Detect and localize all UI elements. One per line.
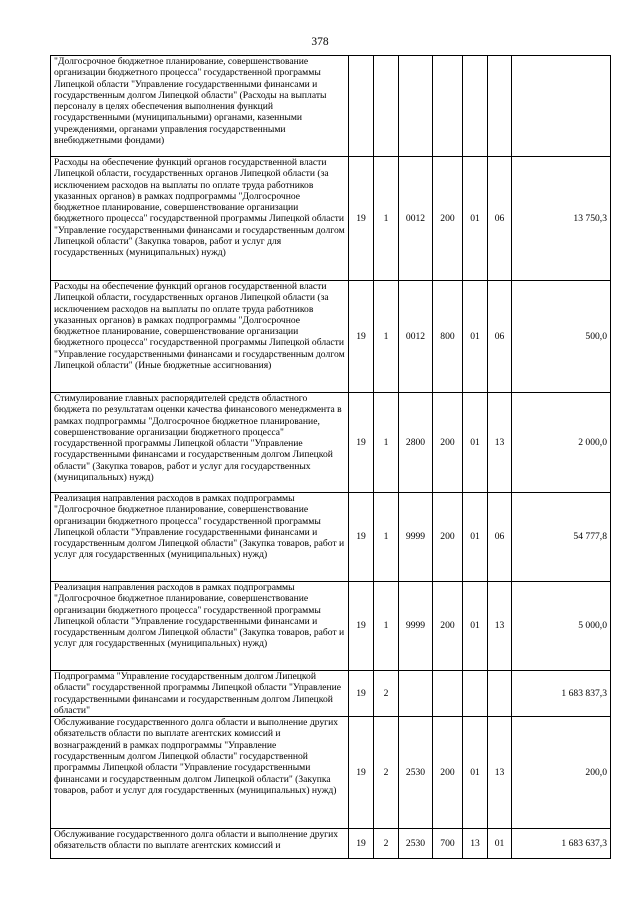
row-description: Расходы на обеспечение функций органов государственной власти Липецкой области, государственных органов Липецкой области (за исключением расходов на выплаты по оплате труда работников указанных органов) в рамках подпрограммы "Долгосрочное бюджетное планирование, совершенствование организации бюджетного процесса" государственной программы Липецкой области "Управление государственными финансами и государственным долгом Липецкой области" (Иные бюджетные ассигнования) — [51, 281, 349, 393]
code-cell-c4: 800 — [433, 281, 463, 393]
code-cell-c4: 700 — [433, 829, 463, 859]
code-cell-c3: 0012 — [399, 281, 433, 393]
code-cell-c6: 13 — [488, 393, 512, 493]
row-description: Подпрограмма "Управление государственным долгом Липецкой области" государственной программы Липецкой области "Управление государственными финансами и государственным долгом Липецкой области" — [51, 671, 349, 717]
amount-cell: 1 683 637,3 — [512, 829, 611, 859]
code-cell-c3: 2530 — [399, 829, 433, 859]
code-cell-c3: 9999 — [399, 493, 433, 582]
row-description: Обслуживание государственного долга области и выполнение других обязательств области по выплате агентских комиссий и вознаграждений в рамках подпрограммы "Управление государственным долгом Липецкой области" государственной программы Липецкой области "Управление государственными финансами и государственным долгом Липецкой области" (Закупка товаров, работ и услуг для государственных (муниципальных) нужд) — [51, 717, 349, 829]
code-cell-c2: 2 — [374, 717, 399, 829]
code-cell-c4: 200 — [433, 493, 463, 582]
code-cell-c1: 19 — [349, 671, 374, 717]
code-cell-c2: 2 — [374, 671, 399, 717]
code-cell-c6 — [488, 671, 512, 717]
code-cell-c6: 13 — [488, 717, 512, 829]
code-cell-c4 — [433, 671, 463, 717]
code-cell-c1: 19 — [349, 393, 374, 493]
code-cell-c2: 1 — [374, 281, 399, 393]
code-cell-c6 — [488, 56, 512, 157]
page-number: 378 — [311, 36, 329, 48]
row-description: Обслуживание государственного долга области и выполнение других обязательств области по выплате агентских комиссий и — [51, 829, 349, 859]
code-cell-c1: 19 — [349, 281, 374, 393]
code-cell-c5 — [463, 56, 488, 157]
code-cell-c2 — [374, 56, 399, 157]
amount-cell: 2 000,0 — [512, 393, 611, 493]
code-cell-c5: 13 — [463, 829, 488, 859]
row-description: Стимулирование главных распорядителей средств областного бюджета по результатам оценки качества финансового менеджмента в рамках подпрограммы "Долгосрочное бюджетное планирование, совершенствование организации бюджетного процесса" государственной программы Липецкой области "Управление государственными финансами и государственным долгом Липецкой области" (Закупка товаров, работ и услуг для государственных (муниципальных) нужд) — [51, 393, 349, 493]
row-description: "Долгосрочное бюджетное планирование, совершенствование организации бюджетного процесса" государственной программы Липецкой области "Управление государственными финансами и государственным долгом Липецкой области" (Расходы на выплаты персоналу в целях обеспечения выполнения функций государственными (муниципальными) органами, казенными учреждениями, органами управления государственными внебюджетными фондами) — [51, 56, 349, 157]
row-description: Реализация направления расходов в рамках подпрограммы "Долгосрочное бюджетное планирование, совершенствование организации бюджетного процесса" государственной программы Липецкой области "Управление государственными финансами и государственным долгом Липецкой области" (Закупка товаров, работ и услуг для государственных (муниципальных) нужд) — [51, 582, 349, 671]
amount-cell: 13 750,3 — [512, 157, 611, 281]
code-cell-c4: 200 — [433, 393, 463, 493]
code-cell-c1: 19 — [349, 717, 374, 829]
table-row — [51, 393, 611, 493]
code-cell-c4: 200 — [433, 717, 463, 829]
code-cell-c3: 0012 — [399, 157, 433, 281]
table-row — [51, 157, 611, 281]
code-cell-c3 — [399, 56, 433, 157]
code-cell-c2: 1 — [374, 393, 399, 493]
table-row — [51, 671, 611, 717]
amount-cell: 500,0 — [512, 281, 611, 393]
code-cell-c5: 01 — [463, 582, 488, 671]
code-cell-c5 — [463, 671, 488, 717]
budget-table — [50, 55, 611, 859]
code-cell-c6: 06 — [488, 157, 512, 281]
code-cell-c1: 19 — [349, 829, 374, 859]
code-cell-c1 — [349, 56, 374, 157]
amount-cell: 1 683 837,3 — [512, 671, 611, 717]
table-row — [51, 56, 611, 157]
code-cell-c2: 1 — [374, 493, 399, 582]
code-cell-c1: 19 — [349, 582, 374, 671]
code-cell-c1: 19 — [349, 493, 374, 582]
code-cell-c2: 1 — [374, 157, 399, 281]
code-cell-c4 — [433, 56, 463, 157]
code-cell-c4: 200 — [433, 157, 463, 281]
code-cell-c5: 01 — [463, 393, 488, 493]
code-cell-c5: 01 — [463, 157, 488, 281]
code-cell-c6: 06 — [488, 493, 512, 582]
code-cell-c5: 01 — [463, 281, 488, 393]
table-row — [51, 493, 611, 582]
table-row — [51, 281, 611, 393]
code-cell-c6: 01 — [488, 829, 512, 859]
code-cell-c6: 06 — [488, 281, 512, 393]
table-row — [51, 829, 611, 859]
code-cell-c6: 13 — [488, 582, 512, 671]
amount-cell: 200,0 — [512, 717, 611, 829]
code-cell-c4: 200 — [433, 582, 463, 671]
amount-cell — [512, 56, 611, 157]
code-cell-c3: 2530 — [399, 717, 433, 829]
row-description: Реализация направления расходов в рамках подпрограммы "Долгосрочное бюджетное планирование, совершенствование организации бюджетного процесса" государственной программы Липецкой области "Управление государственными финансами и государственным долгом Липецкой области" (Закупка товаров, работ и услуг для государственных (муниципальных) нужд) — [51, 493, 349, 582]
code-cell-c3: 9999 — [399, 582, 433, 671]
code-cell-c1: 19 — [349, 157, 374, 281]
amount-cell: 54 777,8 — [512, 493, 611, 582]
table-row — [51, 582, 611, 671]
amount-cell: 5 000,0 — [512, 582, 611, 671]
code-cell-c3: 2800 — [399, 393, 433, 493]
code-cell-c2: 1 — [374, 582, 399, 671]
code-cell-c3 — [399, 671, 433, 717]
row-description: Расходы на обеспечение функций органов государственной власти Липецкой области, государственных органов Липецкой области (за исключением расходов на выплаты по оплате труда работников указанных органов) в рамках подпрограммы "Долгосрочное бюджетное планирование, совершенствование организации бюджетного процесса" государственной программы Липецкой области "Управление государственными финансами и государственным долгом Липецкой области" (Закупка товаров, работ и услуг для государственных (муниципальных) нужд) — [51, 157, 349, 281]
code-cell-c5: 01 — [463, 717, 488, 829]
table-row — [51, 717, 611, 829]
code-cell-c2: 2 — [374, 829, 399, 859]
code-cell-c5: 01 — [463, 493, 488, 582]
